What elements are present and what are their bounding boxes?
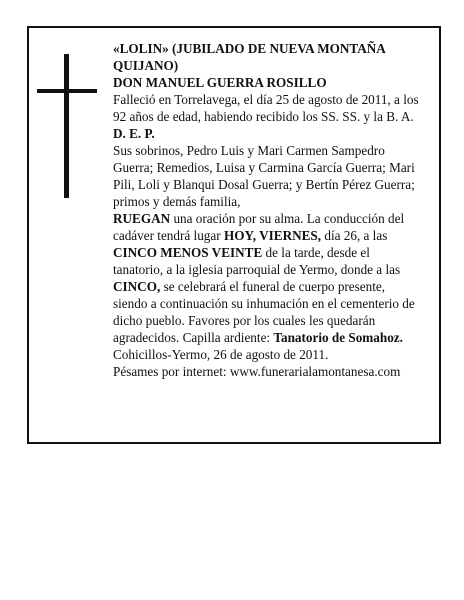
place-date: Cohicillos-Yermo, 26 de agosto de 2011. — [113, 347, 329, 362]
ruegan-word: RUEGAN — [113, 211, 171, 226]
funeral-time: CINCO, — [113, 279, 161, 294]
obituary-text — [113, 40, 419, 380]
cross-icon — [37, 54, 97, 198]
cross-vertical-bar — [64, 54, 69, 198]
cross-horizontal-bar — [37, 89, 97, 93]
death-statement: Falleció en Torrelavega, el día 25 de agosto de 2011, a los 92 años de edad, habiendo recibido los SS. SS. y la B. A. — [113, 92, 419, 124]
family-list: Sus sobrinos, Pedro Luis y Mari Carmen Sampedro Guerra; Remedios, Luisa y Carmina García Guerra; Mari Pili, Loli y Blanqui Dosal Guerra; y Bertín Pérez Guerra; primos y demás familia, — [113, 143, 415, 209]
rip-line: D. E. P. — [113, 126, 155, 141]
condolences-web: Pésames por internet: www.funerarialamontanesa.com — [113, 364, 401, 379]
hoy-viernes: HOY, VIERNES, — [223, 228, 322, 243]
funeral-details: RUEGAN una oración por su alma. La conducción del cadáver tendrá lugar HOY, VIERNES, día 26, a las CINCO MENOS VEINTE de la tarde, desde el tanatorio, a la iglesia parroquial de Yermo, donde a las CINCO, se celebrará el funeral de cuerpo presente, siendo a continuación su inhumación en el cementerio de dicho pueblo. Favores por los cuales les quedarán agradecidos. Capilla ardiente: Tanatorio de Somahoz. — [113, 211, 415, 345]
notice-title: «LOLIN» (JUBILADO DE NUEVA MONTAÑA QUIJANO) — [113, 41, 386, 73]
chapel-location: Tanatorio de Somahoz. — [273, 330, 403, 345]
deceased-name: DON MANUEL GUERRA ROSILLO — [113, 75, 327, 90]
departure-time: CINCO MENOS VEINTE — [113, 245, 263, 260]
